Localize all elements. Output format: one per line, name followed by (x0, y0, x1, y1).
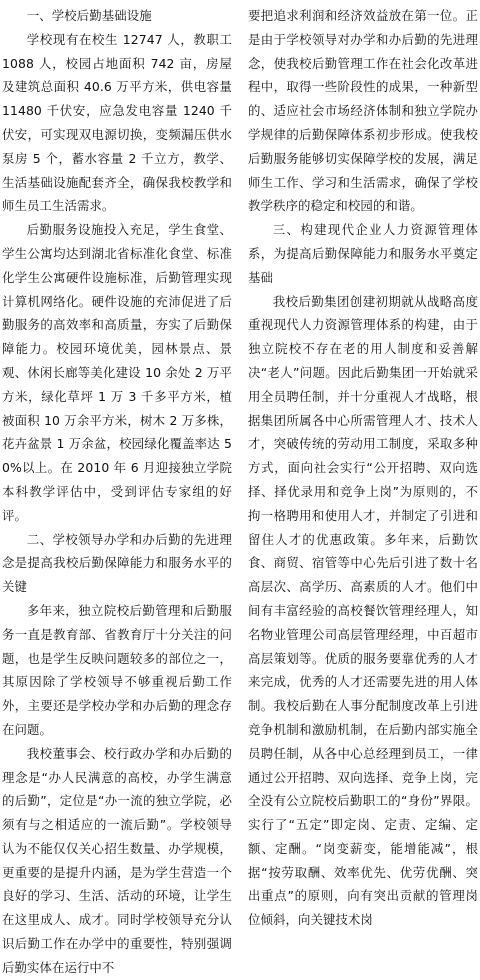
left-column (2, 4, 232, 980)
paragraph-service-facilities: 后勤服务设施投入充足，学生食堂、学生公寓均达到湖北省标准化食堂、标准化学生公寓硬件设施标准，后勤管理实现计算机网络化。硬件设施的充沛促进了后勤服务的高效率和高质量，夯实了后勤保障能力。校园环境优美，园林景点、景观、休闲长廊等美化建设 10 余处 2 万平方米，绿化草坪 1 万 3 千多平方米，植被面积 10 万余平方米，树木 2 万多株，花卉盆景 1 万余盆，校园绿化覆盖率达 50%以上。在 2010 年 6 月迎接独立学院本科教学评估中，受到评估专家组的好评。 (2, 222, 232, 523)
section-heading-2: 二、学校领导办学和办后勤的先进理念是提高我校后勤保障能力和服务水平的关键 (2, 531, 232, 595)
paragraph-human-resources: 我校后勤集团创建初期就从战略高度重视现代人力资源管理体系的构建，由于独立院校不存在老的用人制度和妥善解决“老人”问题。因此后勤集团一开始就采用全员聘任制，并十分重视人才战略，根据集团所属各中心所需管理人才、技术人才，突破传统的劳动用工制度，采取多种方式，面向社会实行“公开招聘、双向选择、择优录用和竞争上岗”为原则的，不拘一格聘用和使用人才，并制定了引进和留住人才的优惠政策。多年来，后勤饮食、商贸、宿管等中心先后引进了数十名高层次、高学历、高素质的人才。他们中间有丰富经验的高校餐饮管理经理人，知名物业管理公司高层管理经理，中百超市高层策划等。优质的服务要靠优秀的人才来完成，优秀的人才还需要先进的用人体制。我校后勤在人事分配制度改革上引进竞争机制和激励机制，在后勤内部实施全员聘任制，从各中心总经理到员工，一律通过公开招聘、双向选择、竞争上岗，完全没有公立院校后勤职工的“身份”界限。实行了“五定”即定岗、定责、定编、定额、定酬。“岗变薪变，能增能减”，根据“按劳取酬、效率优先、优劳优酬、突出重点”的原则，向有突出贡献的管理岗位倾斜，向关键技术岗 (248, 293, 478, 928)
paragraph-continued-philosophy: 要把追求利润和经济效益放在第一位。正是由于学校领导对办学和办后勤的先进理念，使我校后勤管理工作在社会化改革进程中，取得一些阶段性的成果，一种新型的、适应社会市场经济体制和独立学院办学规律的后勤保障体系初步形成。使我校后勤服务能够切实保障学校的发展，满足师生工作、学习和生活需求，确保了学校教学秩序的稳定和校园的和谐。 (248, 8, 478, 214)
section-heading-1: 一、学校后勤基础设施 (26, 8, 152, 23)
paragraph-leadership-philosophy: 我校董事会、校行政办学和办后勤的理念是“办人民满意的高校，办学生满意的后勤”，定位是“办一流的独立学院，必须有与之相适应的一流后勤”。学校领导认为不能仅仅关心招生数量、办学规模，更重要的是提升内涵，是为学生营造一个良好的学习、生活、活动的环境，让学生在这里成人、成才。同时学校领导充分认识后勤工作在办学中的重要性，特别强调后勤实体在运行中不 (2, 745, 232, 975)
paragraph-management-issues: 多年来，独立院校后勤管理和后勤服务一直是教育部、省教育厅十分关注的问题，也是学生反映问题较多的部位之一，其原因除了学校领导不够重视后勤工作外，主要还是学校办学和办后勤的理念存在问题。 (2, 602, 232, 737)
right-column (248, 4, 478, 932)
paragraph-facilities: 学校现有在校生 12747 人，教职工 1088 人，校园占地面积 742 亩，房屋及建筑总面积 40.6 万平方米，供电容量 11480 千伏安，应急发电容量 1240 千伏安，可实现双电源切换，变频漏压供水泵房 5 个，蓄水容量 2 千立方，教学、生活基础设施配套齐全，确保我校教学和师生员工生活需求。 (2, 31, 232, 214)
section-heading-3: 三、构建现代企业人力资源管理体系，为提高后勤保障能力和服务水平奠定基础 (248, 222, 478, 285)
